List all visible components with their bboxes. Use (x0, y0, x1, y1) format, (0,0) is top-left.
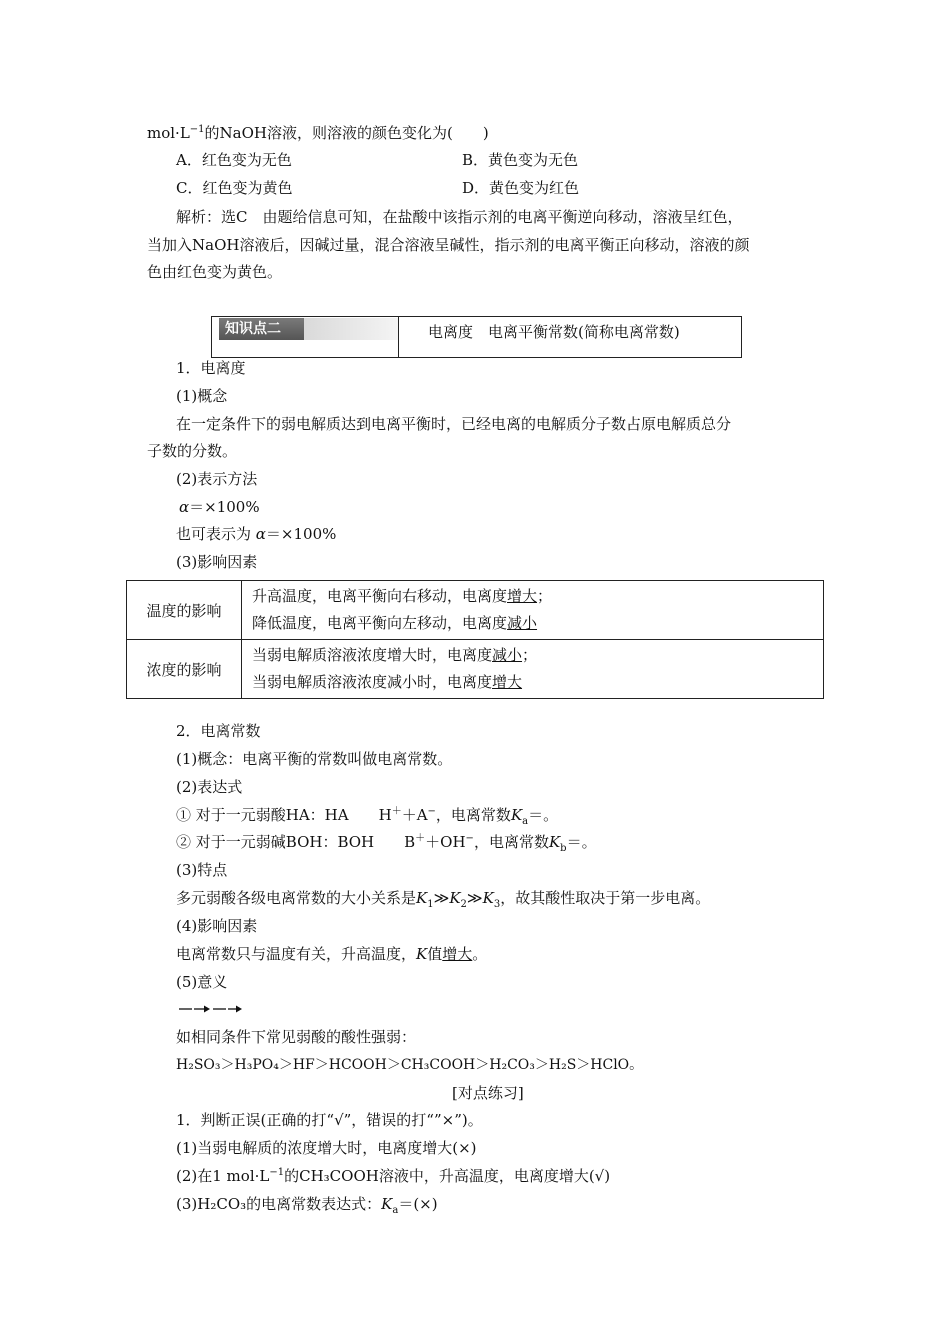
option-a: A．红色变为无色 (176, 151, 292, 169)
analysis-line: 解析：选C 由题给信息可知，在盐酸中该指示剂的电离平衡逆向移动，溶液呈红色， (176, 208, 743, 226)
heading-ionization-degree: 1．电离度 (176, 359, 246, 377)
section-title: 电离度 电离平衡常数(简称电离常数) (428, 323, 680, 341)
question-stem: $mol\cdot L^{-1}$的NaOH溶液，则溶液的颜色变化为( ) (147, 124, 489, 142)
paragraph-line: 电离常数只与温度有关，升高温度，K值增大。 (176, 945, 488, 963)
expression-base: ② 对于一元弱碱BOH：BOH B＋＋OH−，电离常数$K_b=$。 (176, 833, 597, 854)
analysis-line: 当加入NaOH溶液后，因碱过量，混合溶液呈碱性，指示剂的电离平衡正向移动，溶液的颜 (147, 236, 750, 254)
heading-ionization-constant: 2．电离常数 (176, 722, 261, 740)
factors-table (126, 580, 824, 699)
subheading: (4)影响因素 (176, 917, 258, 935)
section-badge: 知识点二 (219, 318, 304, 340)
formula-line: 也可表示为 α＝×100% (176, 525, 337, 543)
subheading: (1)概念 (176, 387, 228, 405)
table-row (127, 640, 824, 699)
paragraph-line: 在一定条件下的弱电解质达到电离平衡时，已经电离的电解质分子数占原电解质总分 (176, 415, 732, 433)
practice-item: (1)当弱电解质的浓度增大时，电离度增大(×) (176, 1139, 477, 1157)
subheading: (2)表示方法 (176, 470, 258, 488)
option-c: C．红色变为黄色 (176, 179, 293, 197)
practice-question: 1．判断正误(正确的打“√”，错误的打“”×”)。 (176, 1111, 483, 1129)
section-badge-tail (298, 318, 398, 340)
subheading: (3)特点 (176, 861, 228, 879)
expression-acid: ① 对于一元弱酸HA：HA H＋＋A−，电离常数$K_a=$。 (176, 806, 559, 827)
formula-line: α＝×100% (179, 498, 260, 516)
option-d: D．黄色变为红色 (462, 179, 580, 197)
table-cell: 当弱电解质溶液浓度增大时，电离度减小； 当弱电解质溶液浓度减小时，电离度增大 (242, 640, 824, 699)
arrow-chain-icon (178, 1002, 243, 1016)
paragraph-line: 子数的分数。 (147, 442, 238, 460)
practice-title: [对点练习] (452, 1084, 524, 1102)
table-cell: 升高温度，电离平衡向右移动，电离度增大； 降低温度，电离平衡向左移动，电离度减小 (242, 581, 824, 640)
table-row (127, 581, 824, 640)
section-divider (398, 316, 399, 358)
table-row-head: 温度的影响 (127, 581, 242, 640)
table-row-head: 浓度的影响 (127, 640, 242, 699)
subheading: (2)表达式 (176, 778, 243, 796)
practice-item: (2)在1 $mol\cdot L^{-1}$的CH₃COOH溶液中，升高温度，电离度增大(√) (176, 1167, 611, 1185)
subheading: (3)影响因素 (176, 553, 258, 571)
acid-strength-order: H₂SO₃＞H₃PO₄＞HF＞HCOOH＞CH₃COOH＞H₂CO₃＞H₂S＞HClO。 (176, 1057, 644, 1073)
option-b: B．黄色变为无色 (462, 151, 579, 169)
paragraph-line: 如相同条件下常见弱酸的酸性强弱： (176, 1028, 417, 1046)
practice-item: (3)H₂CO₃的电离常数表达式：$K_a=(\times)$ (176, 1195, 438, 1216)
paragraph-line: 多元弱酸各级电离常数的大小关系是$K_1≫K_2≫K_3$，故其酸性取决于第一步电离。 (176, 889, 711, 910)
paragraph-line: (1)概念：电离平衡的常数叫做电离常数。 (176, 750, 453, 768)
analysis-line: 色由红色变为黄色。 (147, 263, 283, 281)
subheading: (5)意义 (176, 973, 228, 991)
